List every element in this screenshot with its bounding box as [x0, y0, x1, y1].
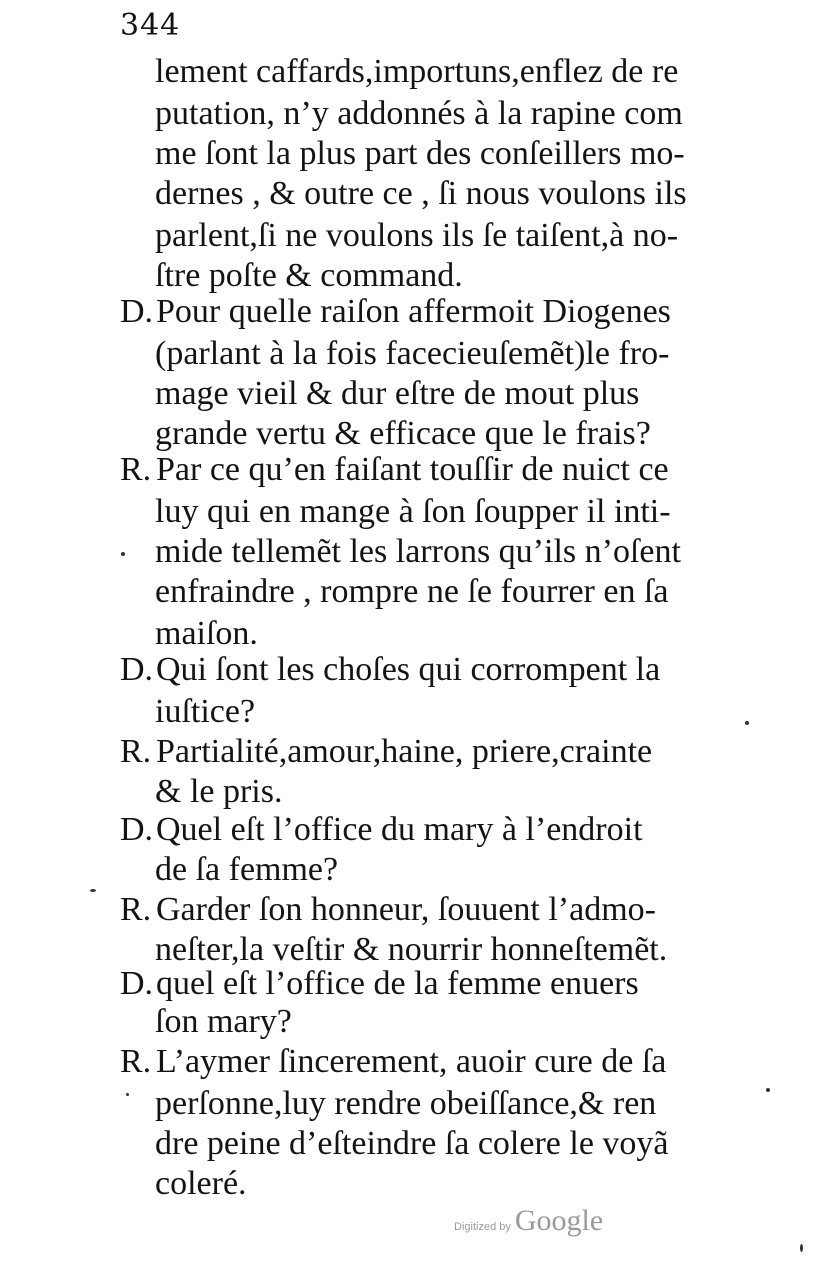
ink-speck: [126, 1093, 129, 1096]
speaker-label: D.: [120, 811, 154, 848]
line-text: luy qui en mange à ſon ſoupper il inti-: [155, 493, 671, 530]
ink-speck: [90, 889, 96, 892]
text-line: [155, 1000, 292, 1044]
ink-speck: [745, 721, 749, 725]
line-text: Par ce qu’en faiſant touſſir de nuict ce: [156, 451, 669, 488]
text-line: [120, 730, 652, 774]
text-line: [155, 332, 669, 376]
line-text: enfraindre , rompre ne ſe fourrer en ſa: [155, 573, 669, 610]
text-line: [155, 132, 685, 176]
text-line: [155, 172, 687, 216]
text-line: [155, 50, 678, 94]
line-text: grande vertu & efficace que le frais?: [155, 415, 651, 452]
speaker-label: D.: [120, 965, 154, 1002]
line-text: quel eſt l’office de la femme enuers: [156, 965, 639, 1002]
ink-speck: [121, 552, 125, 556]
text-line: [155, 1122, 669, 1166]
watermark-prefix: Digitized by: [454, 1221, 511, 1233]
line-text: lement caffards,importuns,enflez de re: [155, 53, 679, 90]
text-line: [155, 530, 681, 574]
text-line: [120, 888, 656, 932]
text-line: [155, 490, 671, 534]
line-text: dre peine d’eſteindre ſa colere le voyã: [155, 1125, 669, 1162]
speaker-label: R.: [120, 451, 152, 488]
text-line: [155, 372, 639, 416]
page-number: 344: [120, 8, 181, 43]
line-text: ſtre poſte & command.: [155, 257, 463, 294]
line-text: perſonne,luy rendre obeiſſance,& ren: [155, 1085, 657, 1122]
text-line: [155, 1162, 247, 1206]
line-text: neſter,la veſtir & nourrir honneſtemẽt.: [155, 931, 668, 968]
text-line: [155, 570, 669, 614]
ink-speck: [800, 1244, 803, 1252]
text-line: [155, 214, 678, 258]
line-text: dernes , & outre ce , ſi nous voulons ils: [155, 175, 687, 212]
line-text: L’aymer ſincerement, auoir cure de ſa: [156, 1043, 667, 1080]
speaker-label: R.: [120, 1043, 152, 1080]
line-text: putation, n’y addonnés à la rapine com: [155, 95, 683, 132]
text-line: [120, 448, 669, 492]
ink-speck: [766, 1088, 770, 1092]
text-line: [155, 848, 338, 892]
line-text: Qui ſont les choſes qui corrompent la: [156, 651, 661, 688]
speaker-label: D.: [120, 651, 154, 688]
watermark: [454, 1204, 603, 1238]
text-line: [120, 808, 643, 852]
speaker-label: D.: [120, 293, 154, 330]
line-text: me ſont la plus part des conſeillers mo-: [155, 135, 685, 172]
line-text: (parlant à la fois facecieuſemẽt)le fro-: [155, 335, 670, 372]
text-line: [155, 690, 255, 734]
line-text: mage vieil & dur eſtre de mout plus: [155, 375, 640, 412]
text-line: [155, 92, 683, 136]
line-text: maiſon.: [155, 615, 258, 652]
line-text: coleré.: [155, 1165, 247, 1202]
line-text: parlent,ſi ne voulons ils ſe taiſent,à no-: [155, 217, 679, 254]
line-text: Quel eſt l’office du mary à l’endroit: [156, 811, 643, 848]
speaker-label: R.: [120, 891, 152, 928]
line-text: mide tellemẽt les larrons qu’ils n’oſent: [155, 533, 681, 570]
line-text: iuſtice?: [155, 693, 256, 730]
line-text: Garder ſon honneur, ſouuent l’admo-: [156, 891, 656, 928]
line-text: de ſa femme?: [155, 851, 339, 888]
line-text: & le pris.: [155, 773, 283, 810]
line-text: Pour quelle raiſon affermoit Diogenes: [156, 293, 671, 330]
text-line: [120, 290, 671, 334]
text-line: [155, 1082, 656, 1126]
text-line: [120, 1040, 666, 1084]
text-line: [120, 648, 660, 692]
watermark-brand: Google: [514, 1204, 604, 1237]
line-text: Partialité,amour,haine, priere,crainte: [156, 733, 653, 770]
line-text: ſon mary?: [155, 1003, 292, 1040]
speaker-label: R.: [120, 733, 152, 770]
